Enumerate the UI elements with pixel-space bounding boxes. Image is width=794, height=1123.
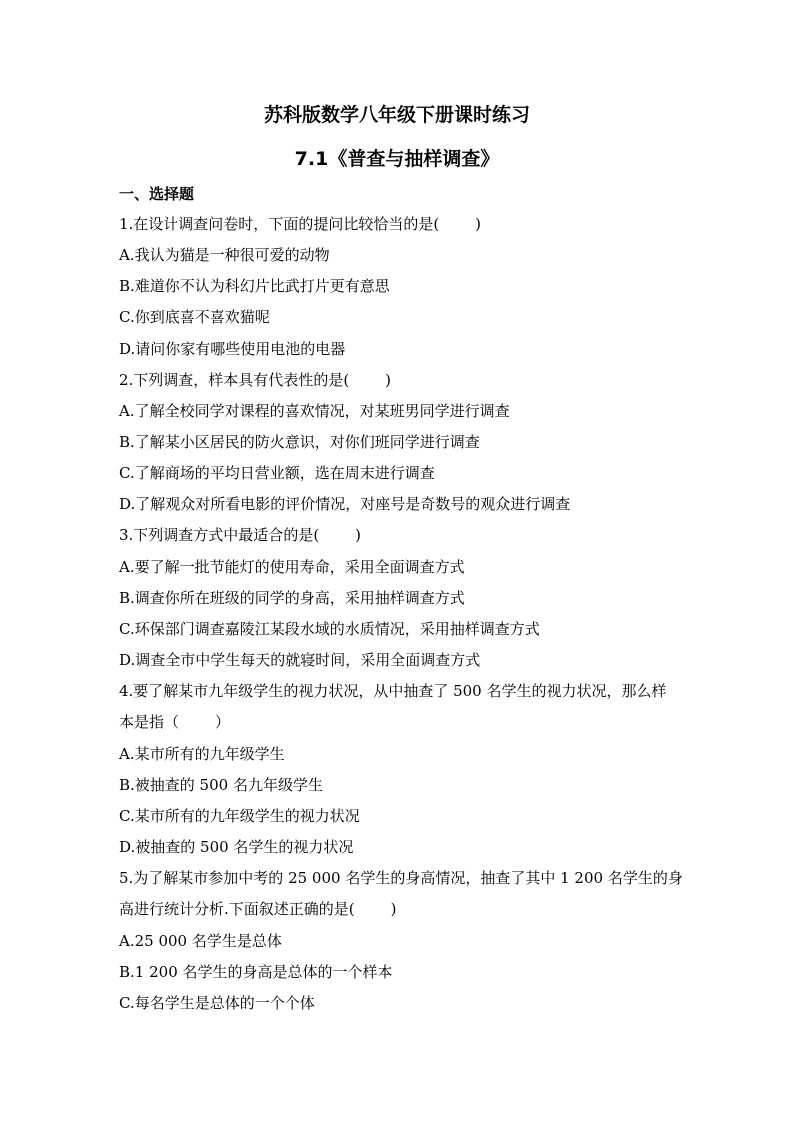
question-5-cont: 高进行统计分析.下面叙述正确的是( ) [119,900,397,918]
option-3d: D.调查全市中学生每天的就寝时间，采用全面调查方式 [119,651,481,669]
question-1: 1.在设计调查问卷时，下面的提问比较恰当的是( ) [119,215,482,233]
option-5b: B.1 200 名学生的身高是总体的一个样本 [119,963,393,981]
option-1b: B.难道你不认为科幻片比武打片更有意思 [119,277,390,295]
option-1c: C.你到底喜不喜欢猫呢 [119,308,270,326]
option-4a: A.某市所有的九年级学生 [119,745,285,763]
section-heading: 一、选择题 [119,185,195,203]
option-3a: A.要了解一批节能灯的使用寿命，采用全面调查方式 [119,558,465,576]
option-3b: B.调查你所在班级的同学的身高，采用抽样调查方式 [119,589,465,607]
option-4c: C.某市所有的九年级学生的视力状况 [119,807,360,825]
question-4: 4.要了解某市九年级学生的视力状况，从中抽查了 500 名学生的视力状况，那么样 [119,682,667,700]
option-2c: C.了解商场的平均日营业额，选在周末进行调查 [119,464,435,482]
question-4-cont: 本是指（ ） [119,713,231,731]
question-3: 3.下列调查方式中最适合的是( ) [119,526,362,544]
option-1a: A.我认为猫是一种很可爱的动物 [119,246,330,264]
option-2d: D.了解观众对所看电影的评价情况，对座号是奇数号的观众进行调查 [119,495,571,513]
option-2b: B.了解某小区居民的防火意识，对你们班同学进行调查 [119,433,480,451]
document-subtitle: 7.1《普查与抽样调查》 [294,148,500,170]
option-1d: D.请问你家有哪些使用电池的电器 [119,340,346,358]
option-5a: A.25 000 名学生是总体 [119,932,282,950]
option-5c: C.每名学生是总体的一个个体 [119,994,315,1012]
option-2a: A.了解全校同学对课程的喜欢情况，对某班男同学进行调查 [119,402,510,420]
question-2: 2.下列调查，样本具有代表性的是( ) [119,371,392,389]
question-5: 5.为了解某市参加中考的 25 000 名学生的身高情况，抽查了其中 1 200 名学生的身 [119,869,683,887]
option-4b: B.被抽查的 500 名九年级学生 [119,776,323,794]
option-4d: D.被抽查的 500 名学生的视力状况 [119,838,354,856]
option-3c: C.环保部门调查嘉陵江某段水域的水质情况，采用抽样调查方式 [119,620,540,638]
document-title: 苏科版数学八年级下册课时练习 [263,104,530,126]
